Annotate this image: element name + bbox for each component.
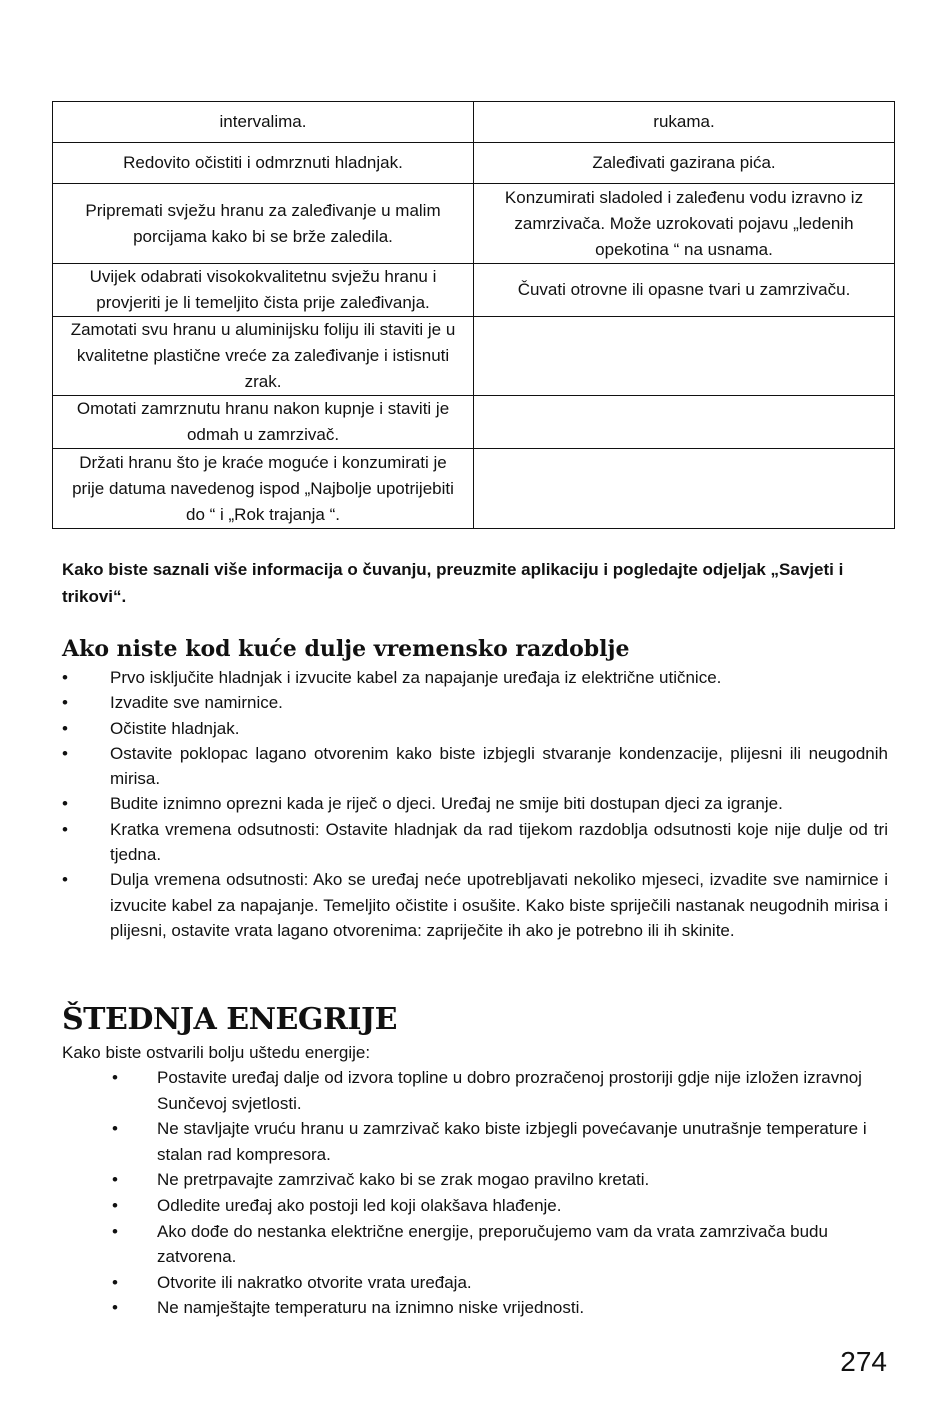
table-cell: Konzumirati sladoled i zaleđenu vodu izravno iz zamrzivača. Može uzrokovati pojavu „ledenih opekotina “ na usnama. (474, 184, 895, 264)
table-cell (474, 449, 895, 529)
list-item-text: Postavite uređaj dalje od izvora topline u dobro prozračenoj prostoriji gdje nije izložen izravnoj Sunčevoj svjetlosti. (157, 1068, 862, 1113)
list-item-text: Prvo isključite hladnjak i izvucite kabel za napajanje uređaja iz električne utičnice. (110, 668, 722, 687)
list-item (62, 791, 888, 816)
bullet-icon: • (62, 693, 68, 713)
table-row (53, 317, 895, 396)
list-item (110, 1295, 900, 1321)
table-cell (474, 317, 895, 396)
list-item (110, 1116, 900, 1167)
list-item (110, 1065, 900, 1116)
bullet-icon: • (62, 668, 68, 687)
list-item-text: Budite iznimno oprezni kada je riječ o djeci. Uređaj ne smije biti dostupan djeci za igranje. (110, 794, 783, 814)
energy-section-heading: ŠTEDNJA ENEGRIJE (62, 1002, 398, 1037)
list-item (62, 716, 888, 741)
list-item (62, 867, 888, 943)
list-item (110, 1270, 900, 1296)
away-instructions-list (62, 665, 888, 943)
table-row (53, 396, 895, 449)
list-item-text: Ne pretrpavajte zamrzivač kako bi se zrak mogao pravilno kretati. (157, 1170, 650, 1190)
list-item-text: Izvadite sve namirnice. (110, 693, 283, 713)
list-item (110, 1219, 900, 1270)
list-item (110, 1167, 900, 1193)
list-item-text: Ostavite poklopac lagano otvorenim kako biste izbjegli stvaranje kondenzacije, plijesni ili neugodnih mirisa. (110, 743, 888, 789)
storage-tips-table (52, 101, 895, 529)
list-item (62, 690, 888, 715)
list-item-text: Ne namještajte temperaturu na iznimno niske vrijednosti. (157, 1298, 585, 1318)
bullet-icon: • (112, 1221, 118, 1241)
table-cell: Uvijek odabrati visokokvalitetnu svježu hranu i provjeriti je li temeljito čista prije zaleđivanja. (53, 264, 474, 317)
table-cell: Pripremati svježu hranu za zaleđivanje u malim porcijama kako bi se brže zaledila. (53, 184, 474, 264)
bullet-icon: • (112, 1119, 118, 1139)
bullet-icon: • (112, 1170, 118, 1190)
table-cell (474, 396, 895, 449)
away-section-heading: Ako niste kod kuće dulje vremensko razdoblje (62, 636, 630, 662)
table-row (53, 102, 895, 143)
app-info-text: Kako biste saznali više informacija o čuvanju, preuzmite aplikaciju i pogledajte odjeljak „Savjeti i trikovi“. (62, 560, 844, 606)
list-item (62, 665, 888, 690)
bullet-icon: • (62, 718, 68, 738)
list-item-text: Ne stavljajte vruću hranu u zamrzivač kako biste izbjegli povećavanje unutrašnje temperature i stalan rad kompresora. (157, 1119, 867, 1164)
table-cell: Čuvati otrovne ili opasne tvari u zamrzivaču. (474, 264, 895, 317)
list-item (62, 741, 888, 792)
table-row (53, 449, 895, 529)
bullet-icon: • (62, 819, 68, 839)
list-item-text: Kratka vremena odsutnosti: Ostavite hladnjak da rad tijekom razdoblja odsutnosti koje nije dulje od tri tjedna. (110, 819, 888, 865)
table-cell: intervalima. (53, 102, 474, 143)
table-row (53, 264, 895, 317)
table-cell: rukama. (474, 102, 895, 143)
list-item-text: Otvorite ili nakratko otvorite vrata uređaja. (157, 1272, 472, 1292)
list-item (62, 817, 888, 868)
bullet-icon: • (62, 743, 68, 763)
energy-tips-list (110, 1065, 900, 1321)
table-cell: Zaleđivati gazirana pića. (474, 143, 895, 184)
list-item-text: Dulja vremena odsutnosti: Ako se uređaj neće upotrebljavati nekoliko mjeseci, izvadite sve namirnice i izvucite kabel za napajanje. Temeljito očistite i osušite. Kako biste spriječili nastanak neugodnih mirisa i plijesni, ostavite vrata lagano otvorenima: zapriječite ih ako je potrebno ili ih skinite. (110, 870, 888, 940)
table-row (53, 143, 895, 184)
bullet-icon: • (112, 1195, 118, 1215)
table-cell: Zamotati svu hranu u aluminijsku foliju ili staviti je u kvalitetne plastične vreće za zaleđivanje i istisnuti zrak. (53, 317, 474, 396)
bullet-icon: • (112, 1068, 118, 1087)
bullet-icon: • (62, 794, 68, 814)
energy-intro-text: Kako biste ostvarili bolju uštedu energije: (62, 1043, 371, 1062)
bullet-icon: • (62, 870, 68, 890)
list-item-text: Odledite uređaj ako postoji led koji olakšava hlađenje. (157, 1195, 562, 1215)
table-cell: Omotati zamrznutu hranu nakon kupnje i staviti je odmah u zamrzivač. (53, 396, 474, 449)
list-item-text: Očistite hladnjak. (110, 718, 240, 738)
list-item (110, 1193, 900, 1219)
table-cell: Redovito očistiti i odmrznuti hladnjak. (53, 143, 474, 184)
table-row (53, 184, 895, 264)
page-number: 274 (840, 1346, 887, 1377)
bullet-icon: • (112, 1298, 118, 1318)
table-cell: Držati hranu što je kraće moguće i konzumirati je prije datuma navedenog ispod „Najbolje upotrijebiti do “ i „Rok trajanja “. (53, 449, 474, 529)
list-item-text: Ako dođe do nestanka električne energije, preporučujemo vam da vrata zamrzivača budu zatvorena. (157, 1221, 828, 1267)
bullet-icon: • (112, 1272, 118, 1292)
